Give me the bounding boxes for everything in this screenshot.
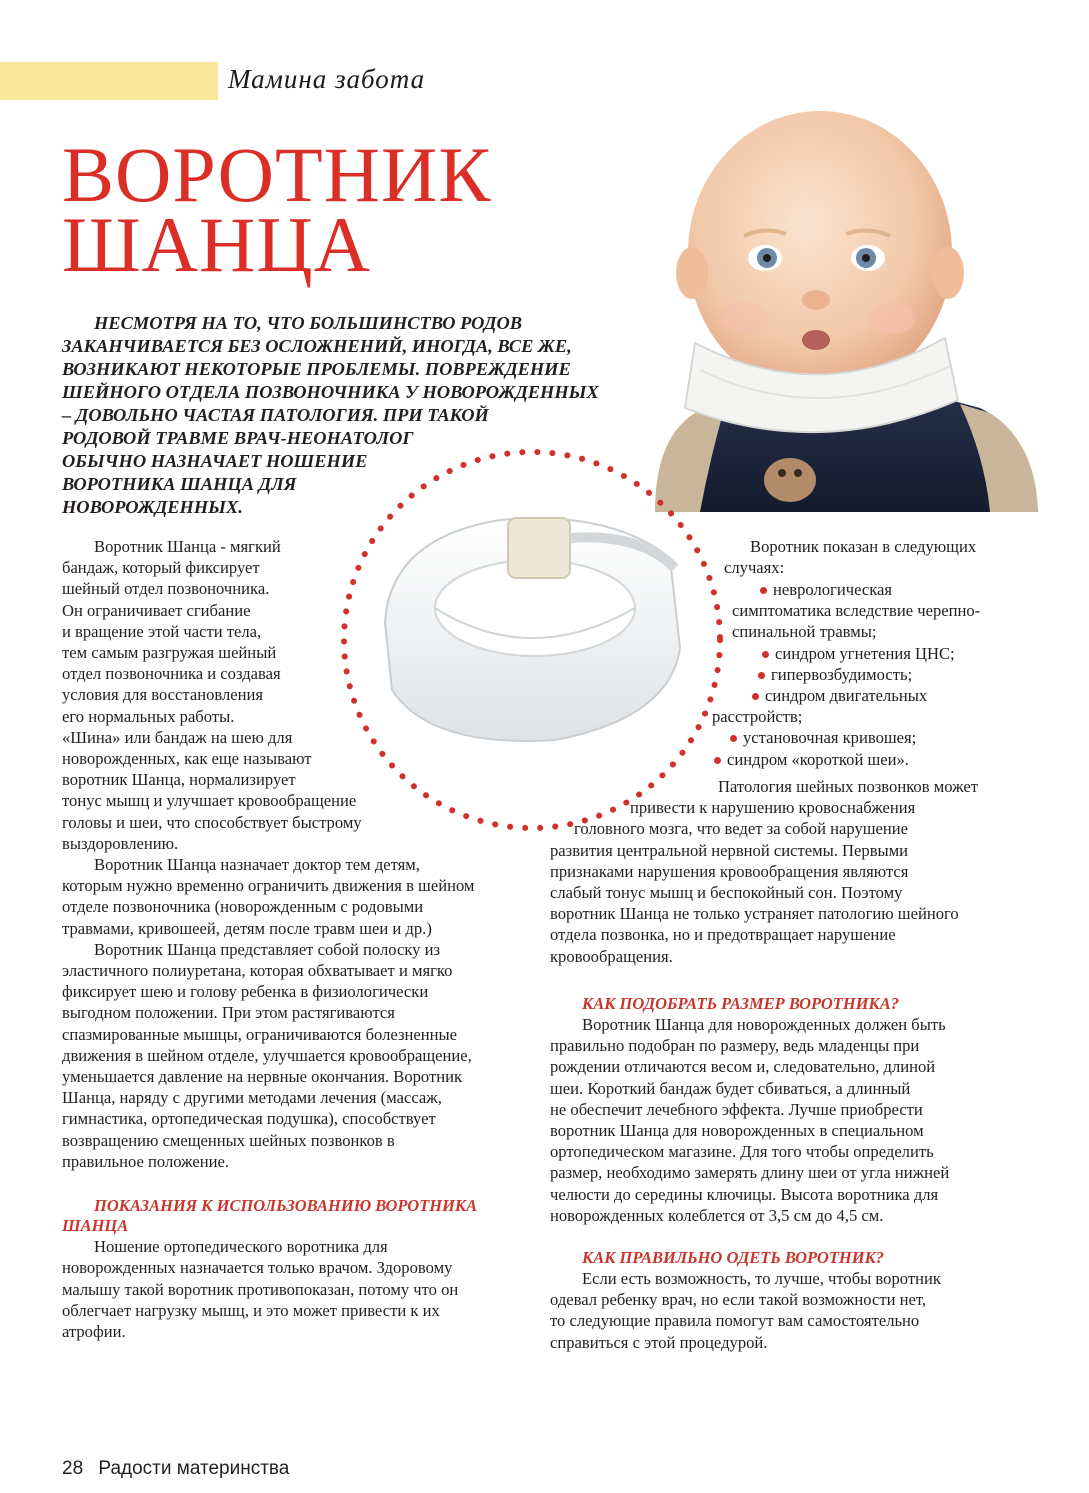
text-line: Воротник Шанца для новорожденных должен быть: [582, 1015, 946, 1034]
bullet-dot-icon: [714, 757, 721, 764]
text-line: кровообращения.: [550, 946, 673, 966]
section-heading-size: [550, 994, 1030, 1014]
text-line: отдел позвоночника и создавая: [62, 664, 281, 684]
list-item-text: синдром «короткой шеи».: [727, 749, 909, 769]
text-line: гимнастика, ортопедическая подушка), способствует: [62, 1109, 436, 1129]
list-item-text: гипервозбудимость;: [771, 664, 913, 684]
text-line: шеи. Короткий бандаж будет сбиваться, а длинный: [550, 1078, 911, 1098]
right-paragraph-2: [550, 1014, 1030, 1226]
text-line: шейный отдел позвоночника.: [62, 579, 270, 599]
text-line: размер, необходимо замерять длину шеи от угла нижней: [550, 1163, 950, 1183]
section-heading-wearing: [550, 1248, 1030, 1268]
text-line: эластичного полиуретана, которая обхватывает и мягко: [62, 961, 453, 981]
list-item-continuation: симптоматика вследствие черепно-: [732, 601, 981, 621]
left-paragraph-4: [62, 1236, 542, 1342]
text-line: Ношение ортопедического воротника для: [94, 1237, 388, 1257]
text-line: правильно подобран по размеру, ведь младенцы при: [550, 1036, 920, 1056]
text-line: справиться с этой процедурой.: [550, 1332, 768, 1352]
list-item-continuation: расстройств;: [712, 707, 803, 727]
text-line: ортопедическом магазине. Для того чтобы определить: [550, 1142, 934, 1162]
list-item: [712, 579, 1042, 600]
list-item: [712, 749, 1042, 770]
text-line: атрофии.: [62, 1321, 126, 1341]
text-line: случаях:: [724, 558, 785, 578]
text-line: головного мозга, что ведет за собой нарушение: [574, 819, 909, 839]
text-line: фиксирует шею и голову ребенка в физиологически: [62, 982, 429, 1002]
left-column: [62, 536, 542, 1342]
text-line: воротник Шанца для новорожденных в специальном: [550, 1121, 924, 1141]
section-heading-indications: [62, 1196, 542, 1236]
right-paragraph-3: [550, 1268, 1030, 1353]
text-line: тем самым разгружая шейный: [62, 643, 277, 663]
bullet-dot-icon: [752, 693, 759, 700]
text-line: челюсти до середины ключицы. Высота воротника для: [550, 1184, 939, 1204]
lede-line: ОБЫЧНО НАЗНАЧАЕТ НОШЕНИЕ: [62, 451, 368, 471]
text-line: выздоровлению.: [62, 833, 179, 853]
bullet-dot-icon: [760, 587, 767, 594]
text-line: малышу такой воротник противопоказан, потому что он: [62, 1279, 459, 1299]
list-item: [712, 685, 1042, 706]
text-line: отдела позвонка, но и предотвращает нарушение: [550, 925, 896, 945]
text-line: облегчает нагрузку мышц, и это может привести к их: [62, 1300, 440, 1320]
bullet-dot-icon: [758, 672, 765, 679]
text-line: и вращение этой части тела,: [62, 621, 262, 641]
text-line: рождении отличаются весом и, следовательно, длиной: [550, 1057, 936, 1077]
text-line: движения в шейном отделе, улучшается кровообращение,: [62, 1045, 472, 1065]
text-line: признаками нарушения кровообращения являются: [550, 861, 909, 881]
text-line: условия для восстановления: [62, 685, 264, 705]
text-line: развития центральной нервной системы. Первыми: [550, 840, 909, 860]
text-line: воротник Шанца, нормализирует: [62, 770, 296, 790]
text-line: новорожденных назначается только врачом. Здоровому: [62, 1258, 453, 1278]
headline-line: ВОРОТНИК: [62, 131, 492, 218]
text-line: то следующие правила помогут вам самостоятельно: [550, 1311, 920, 1331]
text-line: возвращению смещенных шейных позвонков в: [62, 1130, 395, 1150]
list-item: [712, 664, 1042, 685]
text-line: головы и шеи, что способствует быстрому: [62, 812, 362, 832]
heading-line: ШАНЦА: [62, 1216, 129, 1236]
heading-line: ПОКАЗАНИЯ К ИСПОЛЬЗОВАНИЮ ВОРОТНИКА: [94, 1196, 478, 1216]
lede-line: ВОЗНИКАЮТ НЕКОТОРЫЕ ПРОБЛЕМЫ. ПОВРЕЖДЕНИЕ: [62, 359, 571, 379]
right-paragraph-1: [550, 776, 1030, 967]
section-rubric: Мамина забота: [228, 64, 426, 94]
header-color-band: [0, 62, 218, 100]
page-number: 28: [62, 1458, 84, 1479]
list-item: [712, 643, 1042, 664]
text-line: Воротник Шанца - мягкий: [94, 537, 281, 556]
text-line: уменьшается давление на нервные окончания. Воротник: [62, 1067, 463, 1087]
text-line: привести к нарушению кровоснабжения: [630, 798, 916, 818]
text-line: Воротник Шанца назначает доктор тем детям,: [94, 855, 420, 875]
bullet-dot-icon: [762, 651, 769, 658]
text-line: новорожденных, как еще называют: [62, 749, 312, 769]
heading-line: КАК ПОДОБРАТЬ РАЗМЕР ВОРОТНИКА?: [582, 994, 899, 1013]
text-line: правильное положение.: [62, 1151, 230, 1171]
lede-line: ШЕЙНОГО ОТДЕЛА ПОЗВОНОЧНИКА У НОВОРОЖДЕННЫХ: [62, 382, 599, 402]
text-line: Воротник Шанца представляет собой полоску из: [94, 939, 441, 959]
indications-list: [712, 579, 1042, 770]
magazine-title: Радости материнства: [98, 1458, 290, 1479]
heading-line: КАК ПРАВИЛЬНО ОДЕТЬ ВОРОТНИК?: [582, 1248, 885, 1268]
text-line: Патология шейных позвонков может: [718, 777, 978, 796]
text-line: не обеспечит лечебного эффекта. Лучше приобрести: [550, 1099, 923, 1119]
headline-line: ШАНЦА: [62, 201, 372, 288]
left-paragraph-3: [62, 939, 542, 1172]
text-line: Воротник показан в следующих: [750, 537, 977, 556]
text-line: тонус мышц и улучшает кровообращение: [62, 791, 357, 811]
text-line: Шанца, наряду с другими методами лечения (массаж,: [62, 1088, 442, 1108]
text-line: выгодном положении. При этом растягиваются: [62, 1003, 395, 1023]
text-line: одевал ребенку врач, но если такой возможности нет,: [550, 1290, 927, 1310]
lede-line: НОВОРОЖДЕННЫХ.: [62, 497, 243, 517]
list-item: [712, 727, 1042, 748]
text-line: его нормальных работы.: [62, 706, 235, 726]
right-lower-column: [550, 994, 1030, 1353]
text-line: спазмированные мышцы, ограничиваются болезненные: [62, 1024, 458, 1044]
text-line: которым нужно временно ограничить движения в шейном: [62, 876, 475, 896]
text-line: новорожденных колеблется от 3,5 см до 4,5 см.: [550, 1205, 884, 1225]
list-item-text: синдром угнетения ЦНС;: [775, 643, 955, 663]
text-line: слабый тонус мышц и беспокойный сон. Поэтому: [550, 883, 903, 903]
list-item-text: неврологическая: [773, 580, 893, 599]
list-item-text: синдром двигательных: [765, 686, 928, 706]
bullet-dot-icon: [730, 735, 737, 742]
lede-line: ЗАКАНЧИВАЕТСЯ БЕЗ ОСЛОЖНЕНИЙ, ИНОГДА, ВСЕ ЖЕ,: [62, 336, 572, 356]
text-line: бандаж, который фиксирует: [62, 558, 260, 578]
text-line: травмами, кривошеей, детям после травм шеи и др.): [62, 918, 432, 938]
text-line: отделе позвоночника (новорожденным с родовыми: [62, 897, 424, 917]
lede-line: ВОРОТНИКА ШАНЦА ДЛЯ: [62, 474, 297, 494]
text-line: воротник Шанца не только устраняет патологию шейного: [550, 904, 959, 924]
left-paragraph-1: [62, 536, 542, 854]
list-item-text: установочная кривошея;: [743, 728, 917, 748]
text-line: Если есть возможность, то лучше, чтобы воротник: [582, 1269, 941, 1289]
article-headline: [62, 131, 492, 288]
page-footer: [62, 1458, 289, 1480]
lede-line: РОДОВОЙ ТРАВМЕ ВРАЧ-НЕОНАТОЛОГ: [62, 428, 414, 448]
left-paragraph-2: [62, 854, 542, 939]
list-item-continuation: спинальной травмы;: [732, 622, 877, 642]
lede-line: – ДОВОЛЬНО ЧАСТАЯ ПАТОЛОГИЯ. ПРИ ТАКОЙ: [62, 405, 489, 425]
right-intro: [700, 536, 1030, 578]
text-line: Он ограничивает сгибание: [62, 600, 251, 620]
text-line: «Шина» или бандаж на шею для: [62, 727, 293, 747]
lede-line: НЕСМОТРЯ НА ТО, ЧТО БОЛЬШИНСТВО РОДОВ: [94, 313, 523, 333]
